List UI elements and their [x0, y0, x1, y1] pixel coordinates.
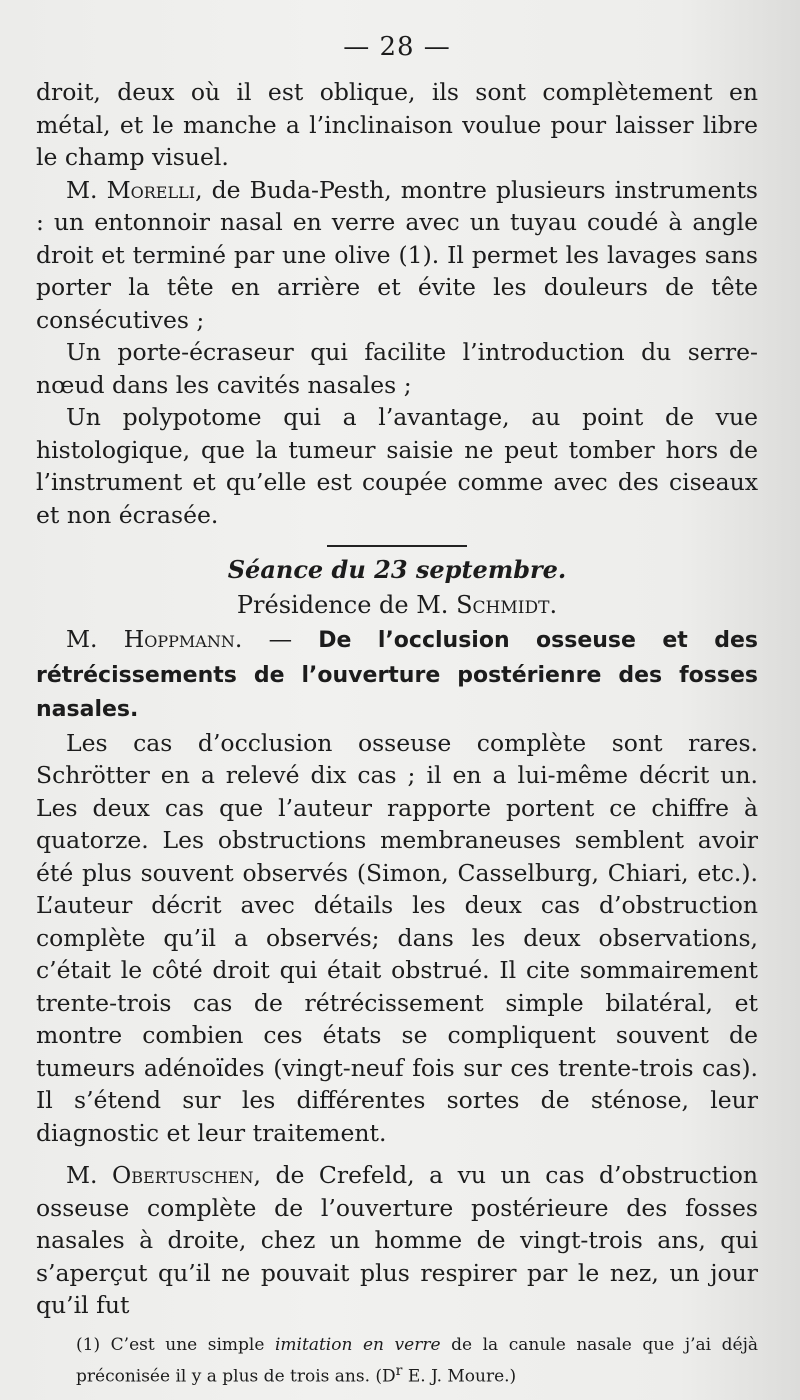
- author-name-hoppmann: M. Hoppmann: [66, 625, 235, 653]
- paragraph-hoppmann-title: [36, 623, 758, 727]
- paragraph-text: , de Buda-Pesth, montre plusieurs instruments : un entonnoir nasal en verre avec un tuyau coudé à angle droit et terminé par une olive (1). Il permet les lavages sans porter la tête en arrière et évite les douleurs de tête consécutives ;: [36, 175, 758, 334]
- presidence-suffix: .: [549, 591, 558, 619]
- paragraph-obertuschen: [36, 1159, 758, 1322]
- president-name: Schmidt: [456, 591, 550, 619]
- footnote-part: C’est une simple: [100, 1334, 275, 1355]
- footnote-sup: r: [395, 1362, 403, 1379]
- paragraph-continuation: droit, deux où il est oblique, ils sont complètement en métal, et le manche a l’inclinaison voulue pour laisser libre le champ visuel.: [36, 78, 758, 171]
- session-heading: Séance du 23 septembre.: [227, 555, 567, 584]
- paragraph-text: , de Crefeld, a vu un cas d’obstruction osseuse complète de l’ouverture postérieure des fosses nasales à droite, chez un homme de vingt-trois ans, qui s’aperçut qu’il ne pouvait plus respirer par le nez, un jour qu’il fut: [36, 1161, 758, 1319]
- footnote: [36, 1332, 758, 1390]
- paragraph-hoppmann-summary: Les cas d’occlusion osseuse complète sont rares. Schrötter en a relevé dix cas ; il en a lui-même décrit un. Les deux cas que l’auteur rapporte portent ce chiffre à quatorze. Les obstructions membraneuses semblent avoir été plus souvent observés (Simon, Casselburg, Chiari, etc.). L’auteur décrit avec détails les deux cas d’obstruction complète qu’il a observés; dans les deux observations, c’était le côté droit qui était obstrué. Il cite sommairement trente-trois cas de rétrécissement simple bilatéral, et montre combien ces états se compliquent souvent de tumeurs adénoïdes (vingt-neuf fois sur ces trente-trois cas). Il s’étend sur les différentes sortes de sténose, leur diagnostic et leur traitement.: [36, 728, 758, 1147]
- footnote-part: de la canule nasale que j’ai déjà préconisée il y a plus de trois ans. (D: [76, 1334, 758, 1387]
- footnote-marker: (1): [76, 1334, 101, 1355]
- section-divider: [327, 545, 467, 547]
- page-number: — 28 —: [343, 32, 451, 62]
- footnote-italic: imitation en verre: [275, 1334, 441, 1355]
- footnote-text: [36, 1332, 758, 1390]
- footnote-part: E. J. Moure.): [402, 1366, 517, 1387]
- paragraph-porte-ecraseur: Un porte-écraseur qui facilite l’introduction du serre-nœud dans les cavités nasales ;: [36, 338, 758, 399]
- presidence-prefix: Présidence de M.: [236, 591, 449, 619]
- paragraph-morelli: [36, 174, 758, 337]
- page-body: [36, 76, 758, 1389]
- paragraph-polypotome: Un polypotome qui a l’avantage, au point de vue histologique, que la tumeur saisie ne peut tomber hors de l’instrument et qu’elle est coupée comme avec des ciseaux et non écrasée.: [36, 403, 758, 529]
- paragraph-gap: [36, 1149, 758, 1159]
- presidence-line: [36, 587, 758, 623]
- author-name-morelli: M. Morelli: [66, 175, 196, 204]
- author-name-obertuschen: M. Obertuschen: [66, 1161, 254, 1189]
- title-dash: . —: [234, 625, 319, 653]
- article-title: De l’occlusion osseuse et des rétrécissements de l’ouverture postérienre des fosses nasales.: [36, 628, 758, 722]
